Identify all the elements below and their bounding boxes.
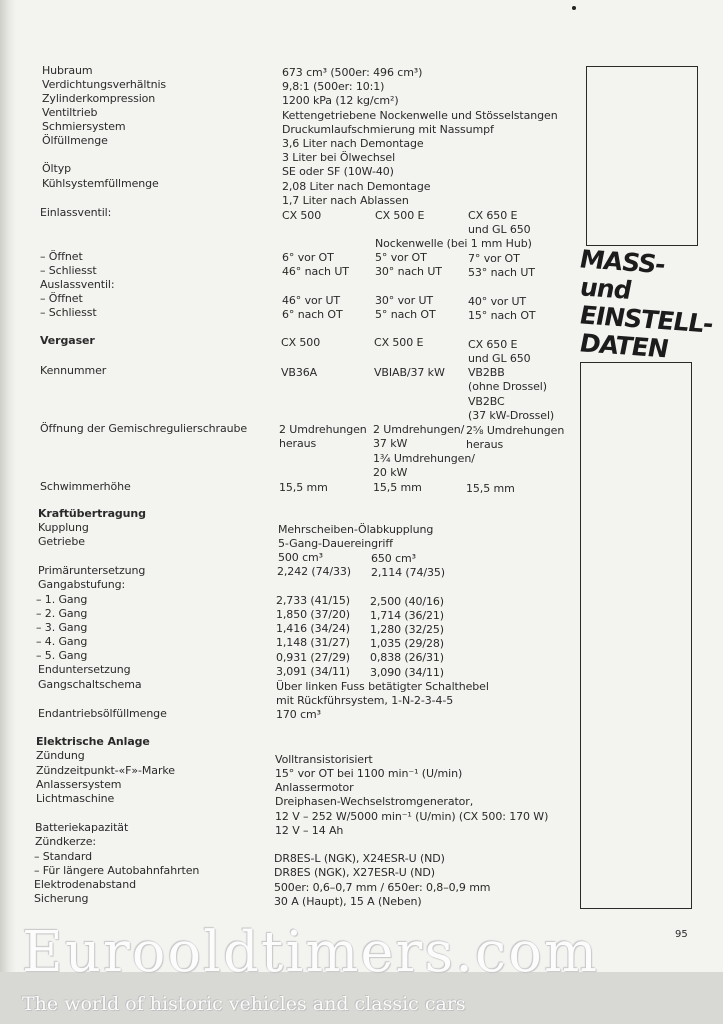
e-oeffnet-2: 5° vor OT	[375, 251, 427, 264]
batt-label: Batteriekapazität	[35, 821, 129, 834]
g2-1: 1,850 (37/20)	[276, 608, 350, 621]
zuendung-value: Volltransistorisiert	[275, 753, 373, 766]
kenn-1: VB36A	[281, 366, 318, 379]
a-oeffnet-2: 30° vor UT	[375, 294, 434, 307]
a-oeffnet-3: 40° vor UT	[468, 295, 527, 308]
standard-label: – Standard	[34, 850, 93, 863]
kuehl-label: Kühlsystemfüllmenge	[42, 177, 159, 190]
gem-3b: heraus	[466, 438, 504, 451]
oeltyp-label: Öltyp	[42, 162, 72, 175]
endoel-value: 170 cm³	[276, 708, 321, 721]
endoel-label: Endantriebsölfüllmenge	[38, 707, 167, 720]
standard-value: DR8ES-L (NGK), X24ESR-U (ND)	[274, 852, 445, 865]
schalt-label: Gangschaltschema	[38, 678, 142, 691]
watermark-title: Eurooldtimers.com	[22, 920, 600, 985]
elektroden-value: 500er: 0,6–0,7 mm / 650er: 0,8–0,9 mm	[274, 881, 491, 894]
a-schliesst-label: – Schliesst	[40, 306, 97, 319]
primaer-2: 2,114 (74/35)	[371, 566, 445, 579]
e-schliesst-2: 30° nach UT	[375, 265, 442, 278]
kenn-2: VBIAB/37 kW	[374, 366, 445, 379]
zzp-value: 15° vor OT bei 1100 min⁻¹ (U/min)	[275, 767, 463, 780]
a-schliesst-2: 5° nach OT	[375, 308, 436, 321]
gem-2c: 1¾ Umdrehungen/	[373, 452, 475, 465]
verdichtung-value: 9,8:1 (500er: 10:1)	[282, 80, 385, 93]
gangab-label: Gangabstufung:	[38, 578, 126, 591]
licht-value-2: 12 V – 252 W/5000 min⁻¹ (U/min) (CX 500: 170 W)	[275, 810, 549, 823]
schmier-label: Schmiersystem	[42, 120, 126, 133]
watermark-subtitle: The world of historic vehicles and classic cars	[22, 993, 466, 1015]
section-title-line-1: MASS-	[580, 244, 665, 280]
einlass-col-2: CX 500 E	[375, 209, 425, 222]
g2-2: 1,714 (36/21)	[370, 609, 444, 622]
schmier-value: Druckumlaufschmierung mit Nassumpf	[282, 123, 494, 136]
verg-col-3b: und GL 650	[468, 352, 531, 365]
schwimmer-label: Schwimmerhöhe	[40, 480, 131, 493]
g1-label: – 1. Gang	[36, 593, 88, 606]
top-frame	[586, 66, 698, 246]
zylinder-value: 1200 kPa (12 kg/cm²)	[282, 94, 399, 107]
a-schliesst-3: 15° nach OT	[468, 309, 536, 322]
g5-1: 0,931 (27/29)	[276, 651, 350, 664]
g4-1: 1,148 (31/27)	[276, 636, 350, 649]
e-schliesst-3: 53° nach UT	[468, 266, 535, 279]
elek-heading: Elektrische Anlage	[36, 735, 150, 748]
gem-1a: 2 Umdrehungen	[279, 423, 367, 436]
primaer-label: Primäruntersetzung	[38, 564, 146, 577]
gem-2a: 2 Umdrehungen/	[373, 423, 465, 436]
gemisch-label: Öffnung der Gemischregulierschraube	[40, 422, 248, 435]
auslass-label: Auslassventil:	[40, 278, 115, 291]
kuehl-value-1: 2,08 Liter nach Demontage	[282, 180, 431, 193]
e-oeffnet-3: 7° vor OT	[468, 252, 520, 265]
zzp-label: Zündzeitpunkt-«F»-Marke	[36, 764, 175, 777]
gem-2b: 37 kW	[373, 437, 408, 450]
kenn-3b: (ohne Drossel)	[468, 380, 547, 393]
g2-label: – 2. Gang	[36, 607, 88, 620]
zylinder-label: Zylinderkompression	[42, 92, 156, 105]
e-oeffnet-1: 6° vor OT	[282, 251, 334, 264]
kenn-3d: (37 kW-Drossel)	[468, 409, 555, 422]
g1-2: 2,500 (40/16)	[370, 595, 444, 608]
verdichtung-label: Verdichtungsverhältnis	[42, 78, 167, 91]
kerze-label: Zündkerze:	[35, 835, 96, 848]
autobahn-value: DR8ES (NGK), X27ESR-U (ND)	[274, 866, 435, 879]
g4-label: – 4. Gang	[36, 635, 88, 648]
schw-3: 15,5 mm	[466, 482, 515, 495]
gem-1b: heraus	[279, 437, 317, 450]
gem-3a: 2⅝ Umdrehungen	[466, 424, 565, 437]
kupplung-value: Mehrscheiben-Ölabkupplung	[278, 523, 434, 536]
schalt-value-2: mit Rückführsystem, 1-N-2-3-4-5	[276, 694, 454, 707]
sicherung-value: 30 A (Haupt), 15 A (Neben)	[274, 895, 422, 908]
nocken-note: Nockenwelle (bei 1 mm Hub)	[375, 237, 532, 250]
oelfuell-label: Ölfüllmenge	[42, 134, 108, 147]
licht-label: Lichtmaschine	[36, 792, 115, 805]
primaer-1: 2,242 (74/33)	[277, 565, 351, 578]
g3-label: – 3. Gang	[36, 621, 88, 634]
kupplung-label: Kupplung	[38, 521, 89, 534]
oelfuell-value-1: 3,6 Liter nach Demontage	[282, 137, 424, 150]
zuendung-label: Zündung	[36, 749, 85, 762]
page-number: 95	[675, 929, 688, 940]
schw-2: 15,5 mm	[373, 481, 422, 494]
endunter-1: 3,091 (34/11)	[276, 665, 350, 678]
g5-label: – 5. Gang	[36, 649, 88, 662]
g5-2: 0,838 (26/31)	[370, 651, 444, 664]
endunter-label: Enduntersetzung	[38, 663, 131, 676]
schalt-value-1: Über linken Fuss betätigter Schalthebel	[276, 680, 489, 693]
endunter-2: 3,090 (34/11)	[370, 666, 444, 679]
verg-col-3a: CX 650 E	[468, 338, 518, 351]
a-oeffnet-label: – Öffnet	[40, 292, 83, 305]
getriebe-label: Getriebe	[38, 535, 85, 548]
a-oeffnet-1: 46° vor UT	[282, 294, 341, 307]
section-title-line-2: und	[580, 272, 631, 305]
sicherung-label: Sicherung	[34, 892, 89, 905]
einlass-col-3b: und GL 650	[468, 223, 531, 236]
col-650: 650 cm³	[371, 552, 416, 565]
einlass-col-3a: CX 650 E	[468, 209, 518, 222]
g4-2: 1,035 (29/28)	[370, 637, 444, 650]
licht-value-1: Dreiphasen-Wechselstromgenerator,	[275, 795, 474, 808]
elektroden-label: Elektrodenabstand	[34, 878, 136, 891]
anlass-value: Anlassermotor	[275, 781, 354, 794]
autobahn-label: – Für längere Autobahnfahrten	[34, 864, 200, 877]
bottom-frame	[580, 362, 692, 909]
g3-2: 1,280 (32/25)	[370, 623, 444, 636]
verg-col-2: CX 500 E	[374, 336, 424, 349]
col-500: 500 cm³	[278, 551, 323, 564]
kuehl-value-2: 1,7 Liter nach Ablassen	[282, 194, 409, 207]
a-schliesst-1: 6° nach OT	[282, 308, 343, 321]
kraft-heading: Kraftübertragung	[38, 507, 146, 520]
batt-value: 12 V – 14 Ah	[275, 824, 344, 837]
vergaser-heading: Vergaser	[40, 334, 95, 347]
scan-speck	[572, 6, 576, 10]
e-oeffnet-label: – Öffnet	[40, 250, 83, 263]
anlass-label: Anlassersystem	[36, 778, 122, 791]
verg-col-1: CX 500	[281, 336, 321, 349]
g3-1: 1,416 (34/24)	[276, 622, 350, 635]
scan-edge	[0, 0, 16, 1024]
g1-1: 2,733 (41/15)	[276, 594, 350, 607]
getriebe-value: 5-Gang-Dauereingriff	[278, 537, 393, 550]
einlass-label: Einlassventil:	[40, 206, 112, 219]
section-title-line-4: DATEN	[580, 328, 668, 364]
section-title	[580, 245, 713, 366]
oelfuell-value-2: 3 Liter bei Ölwechsel	[282, 151, 396, 164]
section-title-line-3: EINSTELL-	[580, 300, 713, 339]
ventiltrieb-label: Ventiltrieb	[42, 106, 98, 119]
schw-1: 15,5 mm	[279, 481, 328, 494]
e-schliesst-1: 46° nach UT	[282, 265, 349, 278]
oeltyp-value: SE oder SF (10W-40)	[282, 165, 394, 178]
hubraum-label: Hubraum	[42, 64, 93, 77]
kennummer-label: Kennummer	[40, 364, 107, 377]
kenn-3a: VB2BB	[468, 366, 505, 379]
ventiltrieb-value: Kettengetriebene Nockenwelle und Stösselstangen	[282, 109, 558, 122]
e-schliesst-label: – Schliesst	[40, 264, 97, 277]
gem-2d: 20 kW	[373, 466, 408, 479]
einlass-col-1: CX 500	[282, 209, 322, 222]
kenn-3c: VB2BC	[468, 395, 505, 408]
hubraum-value: 673 cm³ (500er: 496 cm³)	[282, 66, 423, 79]
